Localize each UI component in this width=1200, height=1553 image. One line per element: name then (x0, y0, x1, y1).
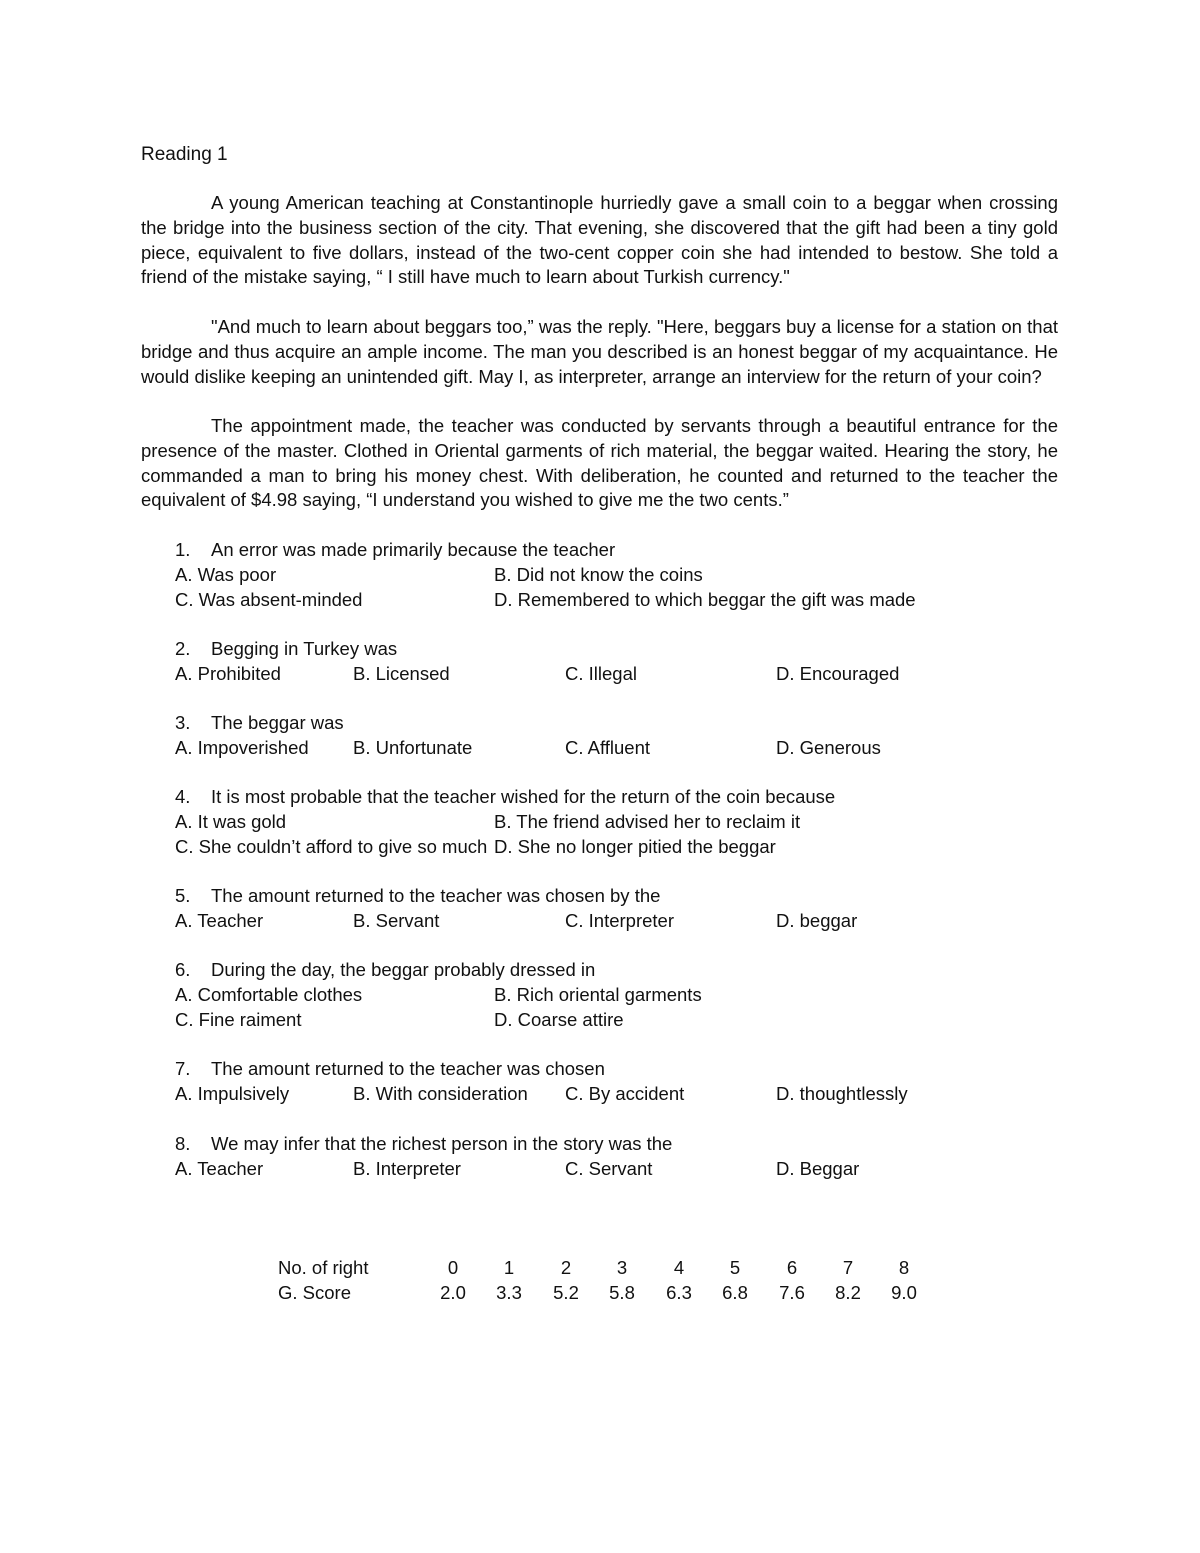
option-row (175, 909, 1055, 934)
paragraph-2: "And much to learn about beggars too,” was the reply. "Here, beggars buy a license for a station on that bridge and thus acquire an ample income. The man you described is an honest beggar of my acquaintance. He would dislike keeping an unintended gift. May I, as interpreter, arrange an interview for the return of your coin? (141, 316, 1058, 387)
option-a: A. Teacher (175, 1157, 264, 1179)
question-stem (175, 711, 1055, 736)
question-3 (175, 711, 1055, 761)
option-d: D. She no longer pitied the beggar (494, 835, 776, 857)
question-8 (175, 1132, 1055, 1182)
option-c: C. Affluent (565, 736, 651, 758)
question-text: The amount returned to the teacher was chosen (211, 1058, 605, 1079)
paragraph-3: The appointment made, the teacher was conducted by servants through a beautiful entrance for the presence of the master. Clothed in Oriental garments of rich material, the beggar waited. Hearing the story, he commanded a man to bring his money chest. With deliberation, he counted and returned to the teacher the equivalent of $4.98 saying, “I understand you wished to give me the two cents.” (141, 415, 1058, 511)
question-1 (175, 538, 1055, 612)
option-row (175, 1082, 1055, 1107)
question-6 (175, 958, 1055, 1032)
no-of-right-cell: 0 (447, 1257, 459, 1278)
g-score-cell: 5.2 (553, 1282, 579, 1303)
option-b: B. Unfortunate (353, 736, 473, 758)
option-a: A. Impoverished (175, 736, 309, 758)
option-c: C. Fine raiment (175, 1008, 302, 1030)
option-row (175, 835, 1055, 860)
option-d: D. Remembered to which beggar the gift was made (494, 588, 916, 610)
reading-title: Reading 1 (141, 144, 228, 165)
option-a: A. Teacher (175, 909, 264, 931)
g-score-cell: 2.0 (440, 1282, 466, 1303)
question-7 (175, 1057, 1055, 1107)
g-score-cell: 8.2 (835, 1282, 861, 1303)
question-number: 3. (175, 712, 191, 733)
question-text: During the day, the beggar probably dressed in (211, 959, 596, 980)
option-d: D. Generous (776, 736, 881, 758)
question-stem (175, 538, 1055, 563)
question-stem (175, 884, 1055, 909)
option-b: B. With consideration (353, 1082, 528, 1104)
question-text: It is most probable that the teacher wished for the return of the coin because (211, 786, 836, 807)
option-c: C. By accident (565, 1082, 685, 1104)
question-stem (175, 1132, 1055, 1157)
option-a: A. Prohibited (175, 662, 281, 684)
option-d: D. Coarse attire (494, 1008, 624, 1030)
g-score-cell: 7.6 (779, 1282, 805, 1303)
no-of-right-cell: 5 (729, 1257, 741, 1278)
option-c: C. Illegal (565, 662, 637, 684)
question-stem (175, 958, 1055, 983)
g-score-label: G. Score (278, 1282, 351, 1303)
question-text: Begging in Turkey was (211, 638, 398, 659)
option-a: A. It was gold (175, 810, 287, 832)
no-of-right-cell: 3 (616, 1257, 628, 1278)
g-score-cell: 6.8 (722, 1282, 748, 1303)
option-row (175, 662, 1055, 687)
question-number: 1. (175, 539, 191, 560)
option-b: B. The friend advised her to reclaim it (494, 810, 801, 832)
option-d: D. Encouraged (776, 662, 900, 684)
question-stem (175, 785, 1055, 810)
question-2 (175, 637, 1055, 687)
no-of-right-label: No. of right (278, 1257, 369, 1278)
option-row (175, 563, 1055, 588)
question-text: An error was made primarily because the teacher (211, 539, 616, 560)
option-c: C. Was absent-minded (175, 588, 363, 610)
option-row (175, 1157, 1055, 1182)
question-stem (175, 1057, 1055, 1082)
option-b: B. Did not know the coins (494, 563, 703, 585)
question-text: The amount returned to the teacher was chosen by the (211, 885, 661, 906)
question-number: 5. (175, 885, 191, 906)
no-of-right-cell: 4 (673, 1257, 685, 1278)
no-of-right-cell: 7 (842, 1257, 854, 1278)
question-number: 7. (175, 1058, 191, 1079)
no-of-right-cell: 8 (898, 1257, 910, 1278)
option-row (175, 983, 1055, 1008)
no-of-right-cell: 1 (503, 1257, 515, 1278)
question-4 (175, 785, 1055, 859)
g-score-cell: 5.8 (609, 1282, 635, 1303)
question-text: We may infer that the richest person in the story was the (211, 1133, 673, 1154)
question-stem (175, 637, 1055, 662)
option-d: D. beggar (776, 909, 858, 931)
option-b: B. Servant (353, 909, 440, 931)
option-d: D. Beggar (776, 1157, 860, 1179)
no-of-right-cell: 6 (786, 1257, 798, 1278)
option-c: C. She couldn’t afford to give so much (175, 835, 488, 857)
option-row (175, 1008, 1055, 1033)
g-score-cell: 6.3 (666, 1282, 692, 1303)
question-number: 6. (175, 959, 191, 980)
question-5 (175, 884, 1055, 934)
option-row (175, 588, 1055, 613)
g-score-cell: 3.3 (496, 1282, 522, 1303)
question-text: The beggar was (211, 712, 344, 733)
option-b: B. Interpreter (353, 1157, 461, 1179)
option-a: A. Comfortable clothes (175, 983, 363, 1005)
question-number: 2. (175, 638, 191, 659)
option-b: B. Rich oriental garments (494, 983, 702, 1005)
option-row (175, 810, 1055, 835)
option-row (175, 736, 1055, 761)
option-b: B. Licensed (353, 662, 450, 684)
option-a: A. Was poor (175, 563, 277, 585)
question-number: 4. (175, 786, 191, 807)
question-number: 8. (175, 1133, 191, 1154)
option-c: C. Servant (565, 1157, 653, 1179)
option-c: C. Interpreter (565, 909, 674, 931)
g-score-cell: 9.0 (891, 1282, 917, 1303)
option-a: A. Impulsively (175, 1082, 290, 1104)
option-d: D. thoughtlessly (776, 1082, 908, 1104)
paragraph-1: A young American teaching at Constantinople hurriedly gave a small coin to a beggar when crossing the bridge into the business section of the city. That evening, she discovered that the gift had been a tiny gold piece, equivalent to five dollars, instead of the two-cent copper coin she had intended to bestow. She told a friend of the mistake saying, “ I still have much to learn about Turkish currency." (141, 192, 1058, 288)
no-of-right-cell: 2 (560, 1257, 572, 1278)
